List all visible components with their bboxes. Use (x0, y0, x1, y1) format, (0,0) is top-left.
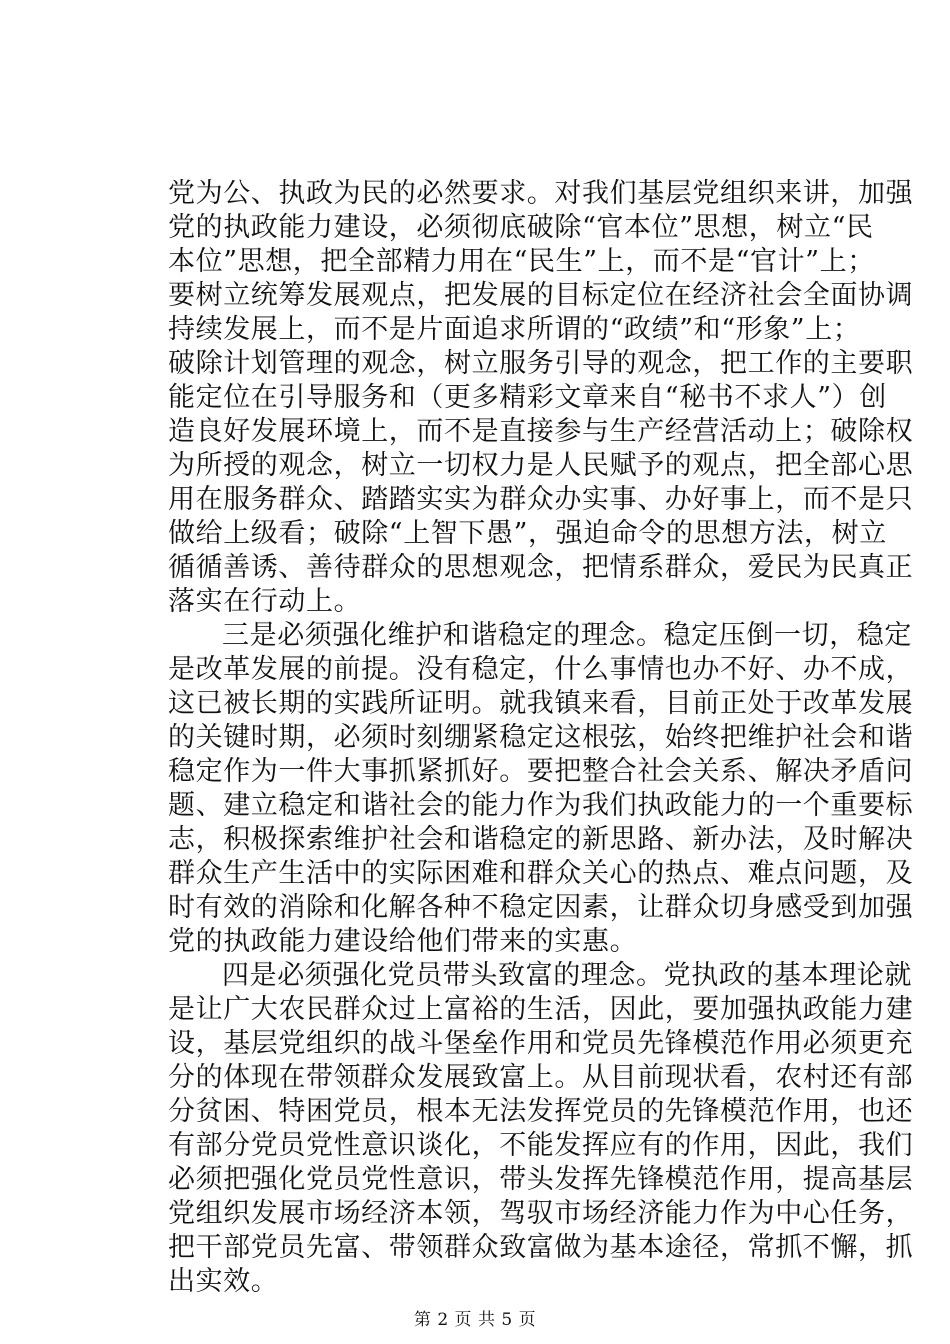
text-line: 用在服务群众、踏踏实实为群众办实事、办好事上，而不是只 (168, 484, 914, 515)
paragraph-start-line: 四是必须强化党员带头致富的理念。党执政的基本理论就 (222, 960, 912, 991)
text-line: 落实在行动上。 (168, 586, 362, 617)
text-line: 分贫困、特困党员，根本无法发挥党员的先锋模范作用，也还 (168, 1096, 914, 1127)
text-line: 这已被长期的实践所证明。就我镇来看，目前正处于改革发展 (168, 688, 914, 719)
text-line: 要树立统筹发展观点，把发展的目标定位在经济社会全面协调 (168, 280, 914, 311)
text-line: 能定位在引导服务和（更多精彩文章来自“秘书不求人”）创 (168, 382, 887, 413)
text-line: 为所授的观念，树立一切权力是人民赋予的观点，把全部心思 (168, 450, 914, 481)
text-line: 题、建立稳定和谐社会的能力作为我们执政能力的一个重要标 (168, 790, 914, 821)
text-line: 循循善诱、善待群众的思想观念，把情系群众，爱民为民真正 (168, 552, 914, 583)
text-line: 是让广大农民群众过上富裕的生活，因此，要加强执政能力建 (168, 994, 914, 1025)
text-line: 党组织发展市场经济本领，驾驭市场经济能力作为中心任务， (168, 1198, 914, 1229)
text-line: 时有效的消除和化解各种不稳定因素，让群众切身感受到加强 (168, 892, 914, 923)
text-line: 分的体现在带领群众发展致富上。从目前现状看，农村还有部 (168, 1062, 914, 1093)
text-line: 的关键时期，必须时刻绷紧稳定这根弦，始终把维护社会和谐 (168, 722, 914, 753)
text-line: 本位”思想，把全部精力用在“民生”上，而不是“官计”上； (168, 246, 875, 277)
text-line: 破除计划管理的观念，树立服务引导的观念，把工作的主要职 (168, 348, 914, 379)
text-line: 党的执政能力建设，必须彻底破除“官本位”思想，树立“民 (168, 212, 874, 243)
paragraph-start-line: 三是必须强化维护和谐稳定的理念。稳定压倒一切，稳定 (222, 620, 912, 651)
text-line: 把干部党员先富、带领群众致富做为基本途径，常抓不懈，抓 (168, 1232, 914, 1263)
text-line: 群众生产生活中的实际困难和群众关心的热点、难点问题，及 (168, 858, 914, 889)
text-line: 稳定作为一件大事抓紧抓好。要把整合社会关系、解决矛盾问 (168, 756, 914, 787)
text-line: 设，基层党组织的战斗堡垒作用和党员先锋模范作用必须更充 (168, 1028, 914, 1059)
page-footer: 第 2 页 共 5 页 (413, 1310, 537, 1330)
text-line: 党为公、执政为民的必然要求。对我们基层党组织来讲，加强 (168, 178, 914, 209)
text-line: 造良好发展环境上，而不是直接参与生产经营活动上；破除权 (168, 416, 914, 447)
text-line: 是改革发展的前提。没有稳定，什么事情也办不好、办不成， (168, 654, 914, 685)
text-line: 志，积极探索维护社会和谐稳定的新思路、新办法，及时解决 (168, 824, 914, 855)
text-line: 必须把强化党员党性意识，带头发挥先锋模范作用，提高基层 (168, 1164, 914, 1195)
text-line: 持续发展上，而不是片面追求所谓的“政绩”和“形象”上； (168, 314, 861, 345)
text-line: 有部分党员党性意识谈化，不能发挥应有的作用，因此，我们 (168, 1130, 914, 1161)
text-line: 出实效。 (168, 1266, 279, 1297)
text-line: 做给上级看；破除“上智下愚”，强迫命令的思想方法，树立 (168, 518, 887, 549)
text-line: 党的执政能力建设给他们带来的实惠。 (168, 926, 638, 957)
